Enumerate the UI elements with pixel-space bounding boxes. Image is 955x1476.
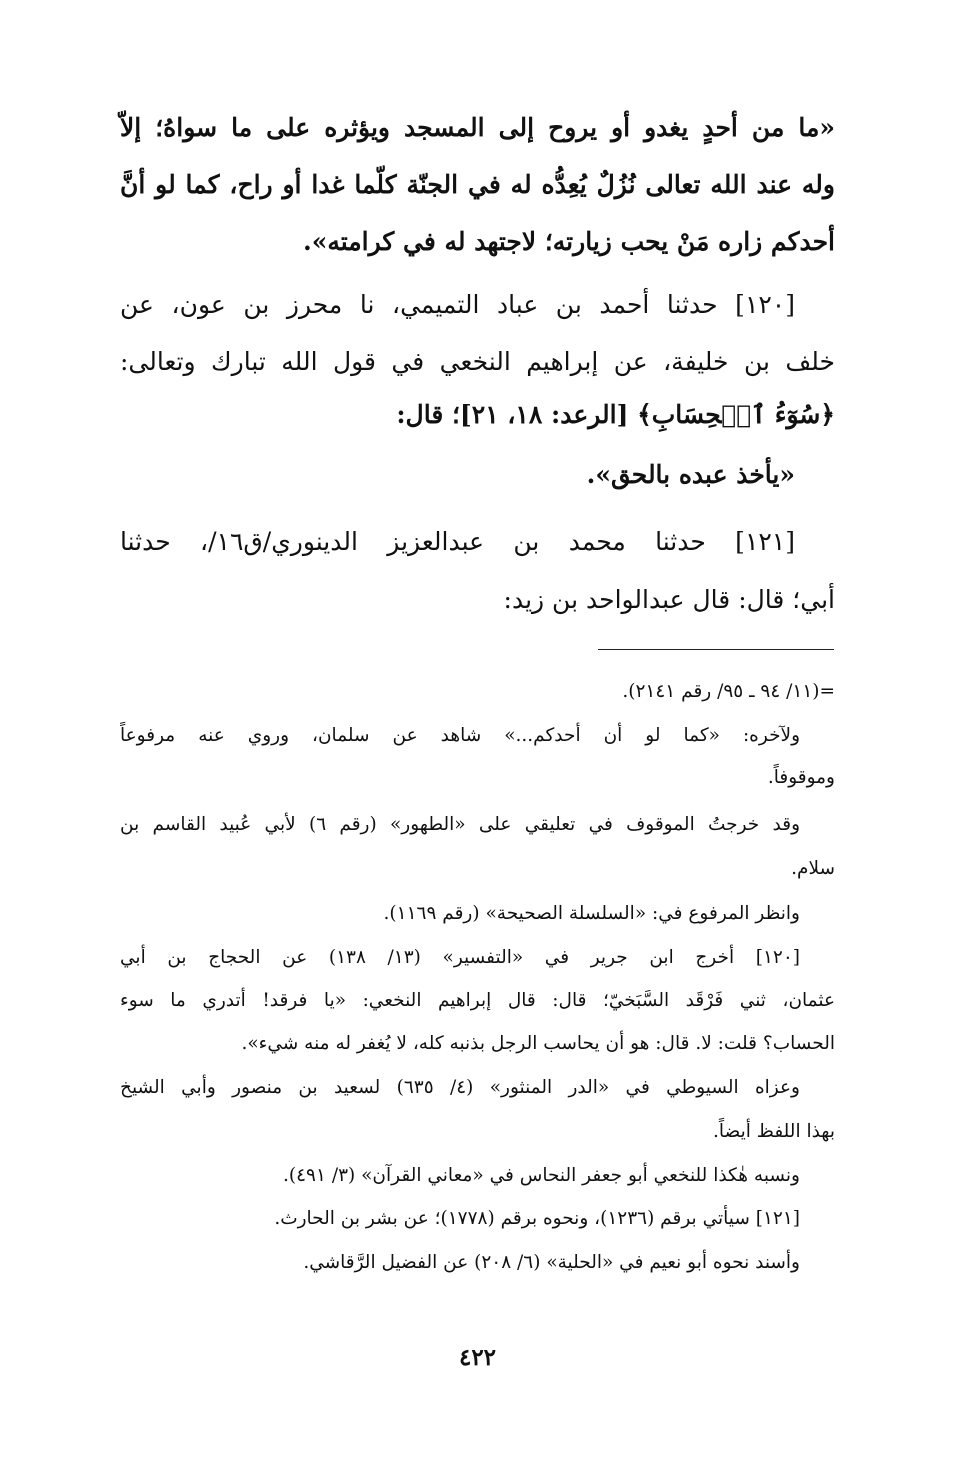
footnote-line-2: ولآخره: «كما لو أن أحدكم...» شاهد عن سلمان، وروي عنه مرفوعاً [120,725,800,746]
footnote-line-3: وموقوفاً. [767,767,835,788]
main-text-line-2: وله عند الله تعالى نُزُلٌ يُعِدُّه له في الجنّة كلّما غدا أو راح، كما لو أنَّ [120,170,835,199]
main-text-line-1: «ما من أحدٍ يغدو أو يروح إلى المسجد ويؤثره على ما سواهُ؛ إلاّ [120,113,835,142]
main-text-line-4: [١٢٠] حدثنا أحمد بن عباد التميمي، نا محرز بن عون، عن [120,290,795,319]
main-text-line-6: ﴿سُوٓءُ ٱلۡحِسَابِ﴾ [الرعد: ١٨، ٢١]؛ قال: [396,400,835,429]
footnote-line-7: [١٢٠] أخرج ابن جرير في «التفسير» (١٣/ ١٣٨) عن الحجاج بن أبي [120,947,800,968]
footnote-line-10: وعزاه السيوطي في «الدر المنثور» (٤/ ٦٣٥) لسعيد بن منصور وأبي الشيخ [120,1077,800,1098]
page-number: ٤٢٢ [458,1344,497,1371]
footnote-line-1: =(١١/ ٩٤ ـ ٩٥/ رقم ٢١٤١). [622,681,835,702]
main-text-line-7: «يأخذ عبده بالحق». [586,460,795,489]
footnote-line-9: الحساب؟ قلت: لا. قال: هو أن يحاسب الرجل بذنبه كله، لا يُغفر له منه شيء». [241,1033,835,1054]
footnote-line-13: [١٢١] سيأتي برقم (١٢٣٦)، ونحوه برقم (١٧٧٨)؛ عن بشر بن الحارث. [274,1208,800,1229]
footnote-line-4: وقد خرجتُ الموقوف في تعليقي على «الطهور» (رقم ٦) لأبي عُبيد القاسم بن [120,814,800,835]
footnote-line-8: عثمان، ثني فَرْقَد السَّبَخيّ؛ قال: قال إبراهيم النخعي: «يا فرقد! أتدري ما سوء [120,990,835,1011]
main-text-line-5: خلف بن خليفة، عن إبراهيم النخعي في قول الله تبارك وتعالى: [120,347,835,376]
main-text-line-9: أبي؛ قال: قال عبدالواحد بن زيد: [503,585,835,614]
main-text-line-3: أحدكم زاره مَنْ يحب زيارته؛ لاجتهد له في كرامته». [303,227,835,256]
footnote-line-12: ونسبه هٰكذا للنخعي أبو جعفر النحاس في «معاني القرآن» (٣/ ٤٩١). [283,1165,800,1186]
footnote-separator [598,649,834,650]
footnote-line-6: وانظر المرفوع في: «السلسلة الصحيحة» (رقم ١١٦٩). [383,903,800,924]
main-text-line-8: [١٢١] حدثنا محمد بن عبدالعزيز الدينوري/ق١٦/، حدثنا [120,527,795,556]
footnote-line-5: سلام. [791,858,835,879]
footnote-line-11: بهذا اللفظ أيضاً. [713,1121,835,1142]
footnote-line-14: وأسند نحوه أبو نعيم في «الحلية» (٦/ ٢٠٨) عن الفضيل الرَّقاشي. [303,1252,800,1273]
